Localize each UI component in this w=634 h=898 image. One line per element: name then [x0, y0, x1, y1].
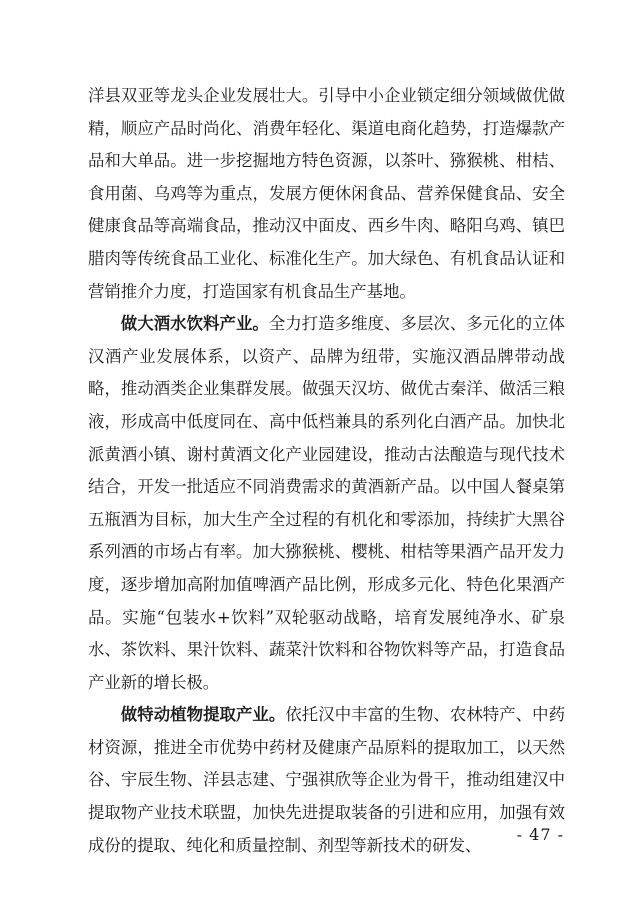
paragraph-liquor-beverage [88, 308, 565, 699]
paragraph-lead-heading: 做大酒水饮料产业。 [120, 314, 269, 334]
document-body [88, 80, 565, 862]
paragraph-lead-heading: 做特动植物提取产业。 [120, 705, 286, 725]
paragraph-body: 洋县双亚等龙头企业发展壮大。引导中小企业锁定细分领域做优做精，顺应产品时尚化、消费年轻化、渠道电商化趋势，打造爆款产品和大单品。进一步挖掘地方特色资源，以茶叶、猕猴桃、柑桔、食用菌、乌鸡等为重点，发展方便休闲食品、营养保健食品、安全健康食品等高端食品，推动汉中面皮、西乡牛肉、略阳乌鸡、镇巴腊肉等传统食品工业化、标准化生产。加大绿色、有机食品认证和营销推介力度，打造国家有机食品生产基地。 [88, 86, 565, 301]
paragraph-continuation [88, 80, 565, 308]
page-number: - 47 - [516, 825, 564, 844]
paragraph-plant-extraction [88, 699, 565, 862]
paragraph-body: 全力打造多维度、多层次、多元化的立体汉酒产业发展体系，以资产、品牌为纽带，实施汉酒品牌带动战略，推动酒类企业集群发展。做强天汉坊、做优古秦洋、做活三粮液，形成高中低度同在、高中低档兼具的系列化白酒产品。加快北派黄酒小镇、谢村黄酒文化产业园建设，推动古法酿造与现代技术结合，开发一批适应不同消费需求的黄酒新产品。以中国人餐桌第五瓶酒为目标，加大生产全过程的有机化和零添加，持续扩大黑谷系列酒的市场占有率。加大猕猴桃、樱桃、柑桔等果酒产品开发力度，逐步增加高附加值啤酒产品比例，形成多元化、特色化果酒产品。实施“包装水+饮料”双轮驱动战略，培育发展纯净水、矿泉水、茶饮料、果汁饮料、蔬菜汁饮料和谷物饮料等产品，打造食品产业新的增长极。 [88, 314, 566, 692]
paragraph-body: 依托汉中丰富的生物、农林特产、中药材资源，推进全市优势中药材及健康产品原料的提取加工，以天然谷、宇辰生物、洋县志建、宁强祺欣等企业为骨干，推动组建汉中提取物产业技术联盟，加快先进提取装备的引进和应用，加强有效成份的提取、纯化和质量控制、剂型等新技术的研发、 [88, 705, 566, 855]
